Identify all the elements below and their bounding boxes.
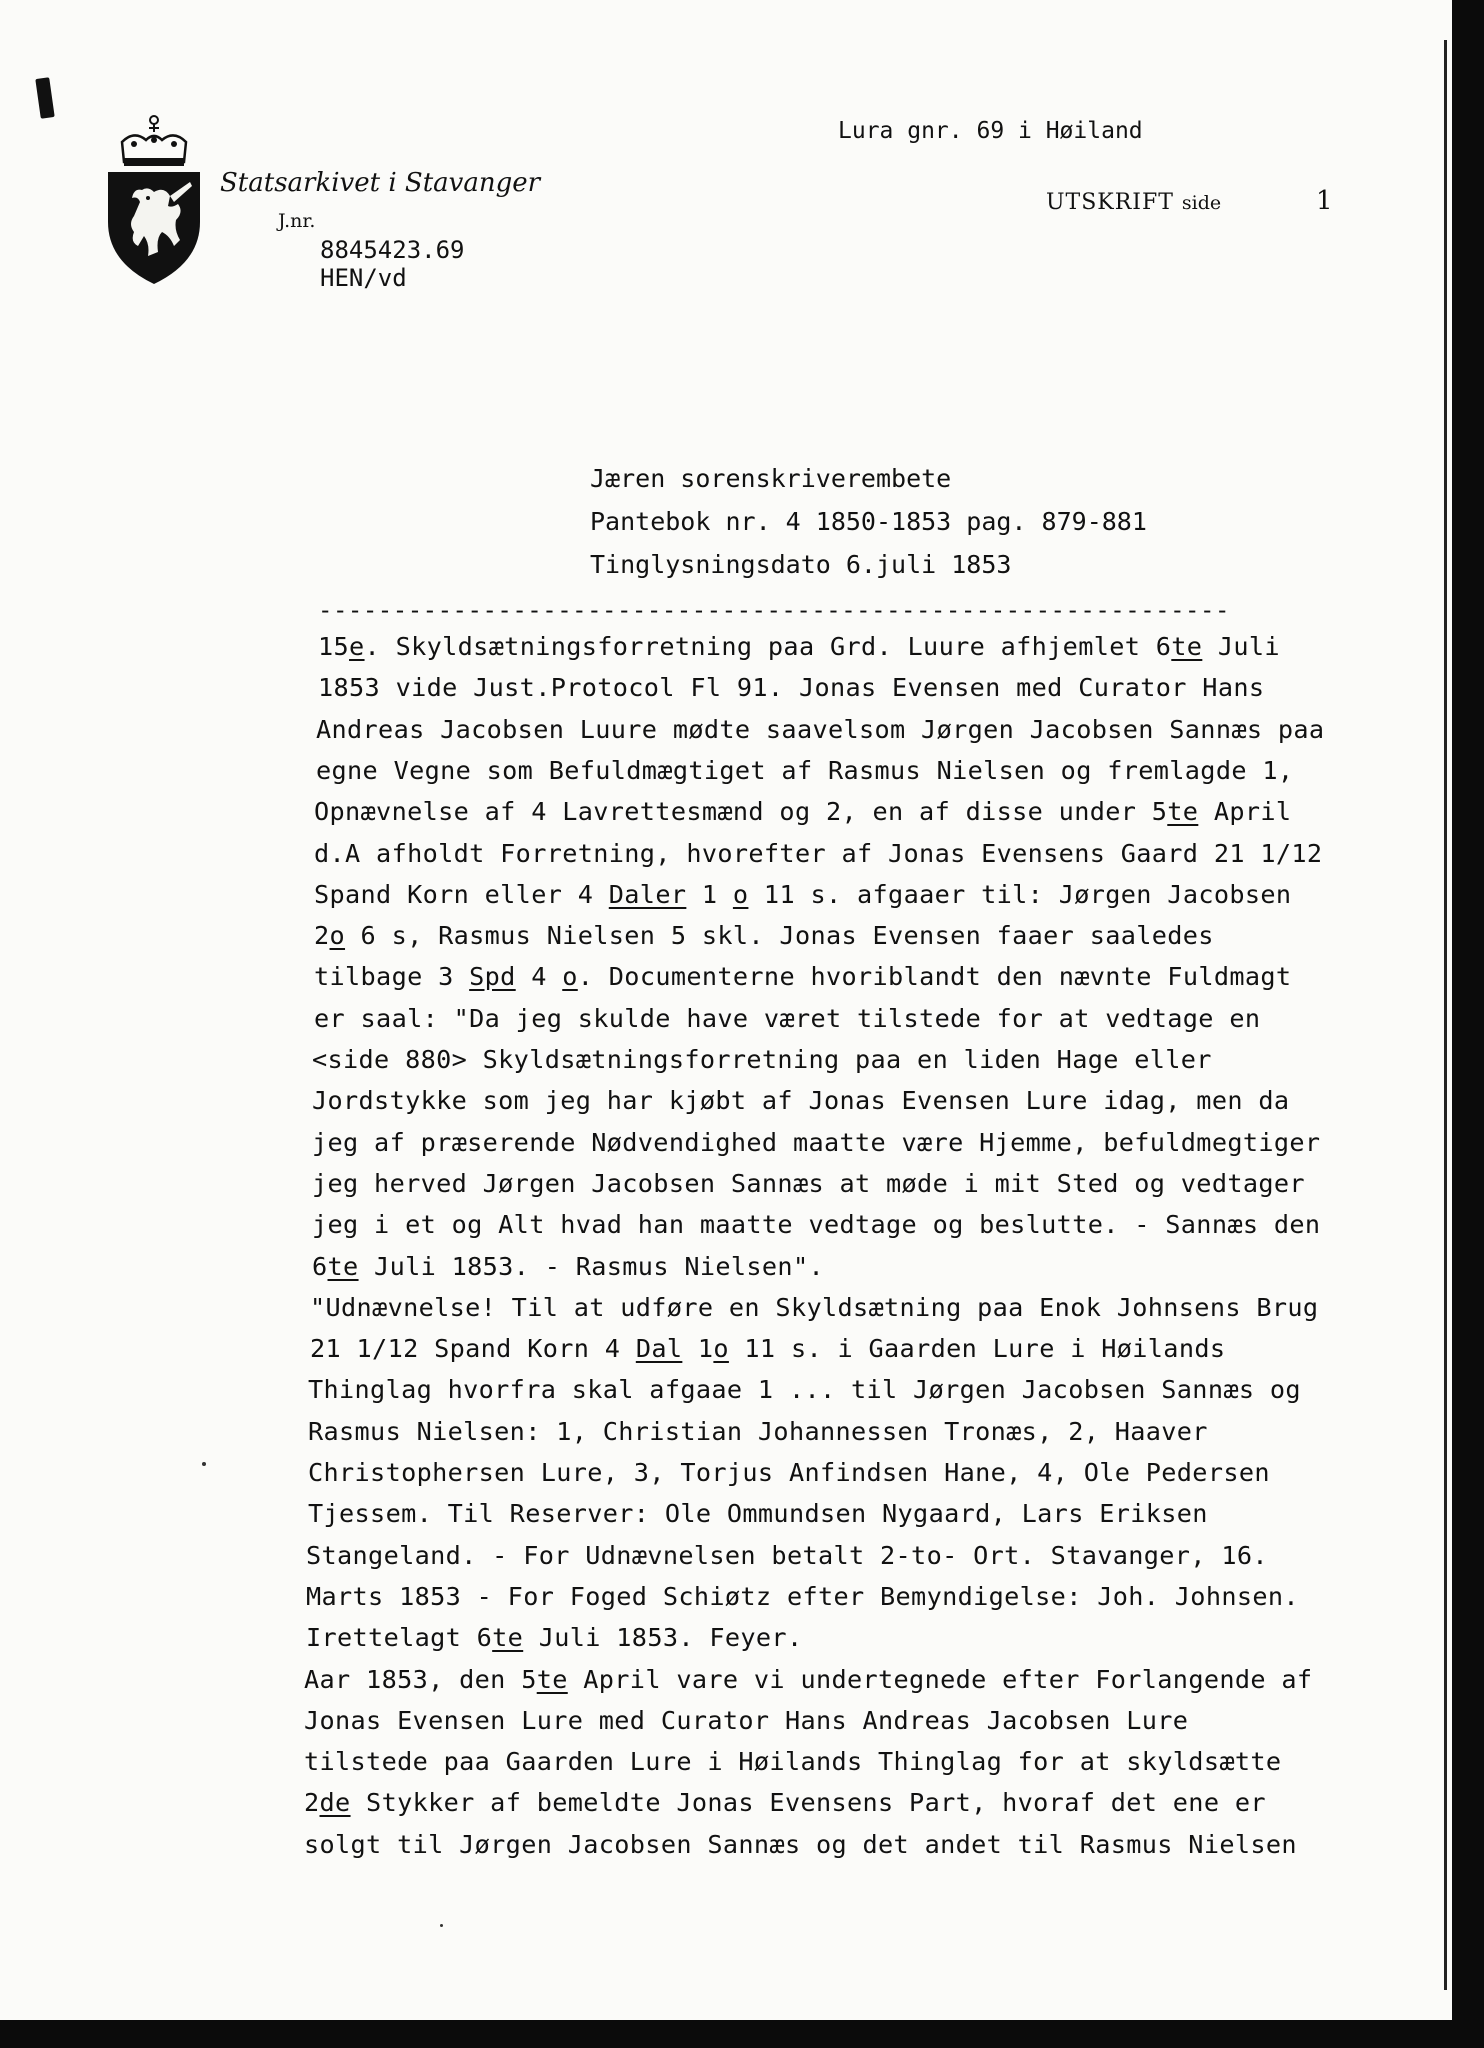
body-line: er saal: "Da jeg skulde have været tilstede for at vedtage en xyxy=(314,1003,1261,1033)
archive-name: Statsarkivet i Stavanger xyxy=(220,168,541,198)
underlined-abbreviation: de xyxy=(319,1788,351,1818)
norwegian-coat-of-arms-icon xyxy=(104,112,204,292)
body-line: Jordstykke som jeg har kjøbt af Jonas Evensen Lure idag, men da xyxy=(312,1086,1290,1116)
journal-number-label: J.nr. xyxy=(278,210,316,232)
body-line: Jonas Evensen Lure med Curator Hans Andreas Jacobsen Lure xyxy=(304,1705,1189,1735)
body-line: Christophersen Lure, 3, Torjus Anfindsen Hane, 4, Ole Pedersen xyxy=(308,1458,1270,1487)
body-line: solgt til Jørgen Jacobsen Sannæs og det andet til Rasmus Nielsen xyxy=(304,1829,1297,1859)
body-line: Andreas Jacobsen Luure mødte saavelsom Jørgen Jacobsen Sannæs paa xyxy=(316,714,1325,744)
underlined-abbreviation: te xyxy=(492,1623,524,1653)
body-line: jeg i et og Alt hvad han maatte vedtage og beslutte. - Sannæs den xyxy=(312,1210,1321,1240)
body-line: 6te Juli 1853. - Rasmus Nielsen". xyxy=(312,1251,824,1281)
body-line: jeg herved Jørgen Jacobsen Sannæs at møde i mit Sted og vedtager xyxy=(312,1168,1305,1198)
body-line: Opnævnelse af 4 Lavrettesmænd og 2, en af disse under 5te April xyxy=(314,797,1292,827)
heading-date: Tinglysningsdato 6.juli 1853 xyxy=(590,550,1012,579)
underlined-abbreviation: Spd xyxy=(469,962,516,992)
signature-initials: HEN/vd xyxy=(320,264,407,292)
body-line: Thinglag hvorfra skal afgaae 1 ... til Jørgen Jacobsen Sannæs og xyxy=(308,1375,1301,1405)
body-line: Stangeland. - For Udnævnelsen betalt 2-to- Ort. Stavanger, 16. xyxy=(306,1540,1268,1570)
body-line: 2de Stykker af bemeldte Jonas Evensens Part, hvoraf det ene er xyxy=(304,1788,1266,1818)
journal-number: 8845423.69 xyxy=(320,236,465,264)
body-line: Spand Korn eller 4 Daler 1 o 11 s. afgaaer til: Jørgen Jacobsen xyxy=(314,879,1292,909)
body-line: Rasmus Nielsen: 1, Christian Johannessen Tronæs, 2, Haaver xyxy=(308,1416,1208,1446)
body-line: Irettelagt 6te Juli 1853. Feyer. xyxy=(306,1623,803,1653)
body-line: 2o 6 s, Rasmus Nielsen 5 skl. Jonas Evensen faaer saaledes xyxy=(314,921,1214,951)
utskrift-label: UTSKRIFT side xyxy=(1046,190,1222,215)
body-line: "Udnævnelse! Til at udføre en Skyldsætning paa Enok Johnsens Brug xyxy=(310,1292,1319,1322)
body-line: Aar 1853, den 5te April vare vi undertegnede efter Forlangende af xyxy=(304,1664,1313,1694)
underlined-abbreviation: o xyxy=(329,921,346,951)
body-line: 21 1/12 Spand Korn 4 Dal 1o 11 s. i Gaarden Lure i Høilands xyxy=(310,1334,1226,1364)
heading-office: Jæren sorenskriverembete xyxy=(590,464,952,493)
page-number: 1 xyxy=(1316,186,1333,216)
underlined-abbreviation: te xyxy=(536,1664,568,1694)
body-line: <side 880> Skyldsætningsforretning paa en liden Hage eller xyxy=(312,1045,1212,1074)
property-reference: Lura gnr. 69 i Høiland xyxy=(838,118,1143,144)
underlined-abbreviation: e xyxy=(349,632,365,661)
body-line: d.A afholdt Forretning, hvorefter af Jonas Evensens Gaard 21 1/12 xyxy=(314,838,1323,868)
speck xyxy=(440,1924,443,1927)
underlined-abbreviation: te xyxy=(327,1251,359,1281)
body-line: egne Vegne som Befuldmægtiget af Rasmus Nielsen og fremlagde 1, xyxy=(316,755,1294,785)
speck xyxy=(202,1462,206,1466)
underlined-abbreviation: o xyxy=(713,1334,729,1364)
body-line: tilbage 3 Spd 4 o. Documenterne hvoriblandt den nævnte Fuldmagt xyxy=(314,962,1292,992)
body-line: jeg af præserende Nødvendighed maatte være Hjemme, befuldmegtiger xyxy=(312,1127,1321,1157)
underlined-abbreviation: o xyxy=(562,962,578,992)
body-line: 15e. Skyldsætningsforretning paa Grd. Luure afhjemlet 6te Juli xyxy=(318,632,1280,661)
page-edge-line xyxy=(1444,40,1447,1990)
underlined-abbreviation: Dal xyxy=(635,1334,683,1364)
underlined-abbreviation: o xyxy=(732,879,749,909)
scan-mark xyxy=(35,77,54,119)
body-line: Marts 1853 - For Foged Schiøtz efter Bemyndigelse: Joh. Johnsen. xyxy=(306,1581,1299,1611)
body-line: Tjessem. Til Reserver: Ole Ommundsen Nygaard, Lars Eriksen xyxy=(308,1499,1208,1529)
divider-line: ------------------------------------------------------------- xyxy=(318,596,1230,624)
body-line: 1853 vide Just.Protocol Fl 91. Jonas Evensen med Curator Hans xyxy=(318,673,1265,703)
underlined-abbreviation: Daler xyxy=(608,879,687,909)
underlined-abbreviation: te xyxy=(1171,632,1203,661)
underlined-abbreviation: te xyxy=(1167,797,1199,827)
heading-book: Pantebok nr. 4 1850-1853 pag. 879-881 xyxy=(590,507,1147,536)
body-line: tilstede paa Gaarden Lure i Høilands Thinglag for at skyldsætte xyxy=(304,1747,1282,1777)
